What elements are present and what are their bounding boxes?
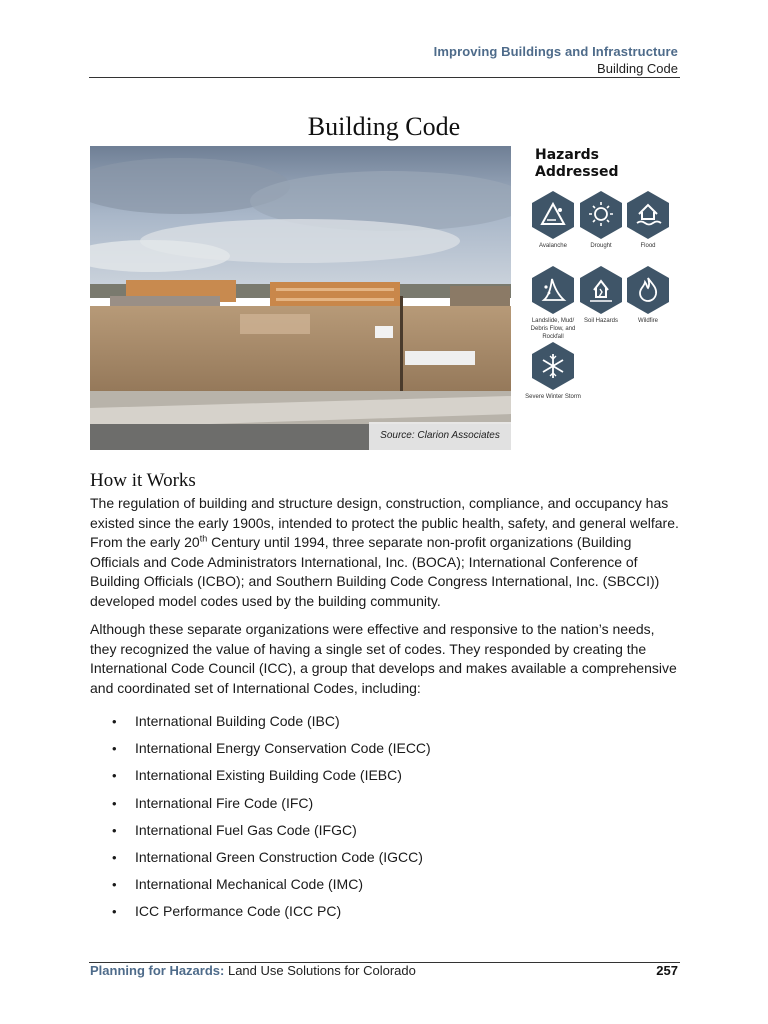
wildfire-icon [625, 265, 671, 315]
avalanche-icon [530, 190, 576, 240]
publication-title-rest: Land Use Solutions for Colorado [224, 963, 416, 978]
list-item [90, 794, 680, 813]
hazard-label: Wildfire [637, 318, 658, 324]
bullet-icon: • [112, 822, 117, 838]
paragraph-history-part-1: The regulation of building and structure design, construction, compliance, and occupancy has existed since the early 1900s, intended to protect the public health, safety, and general welfare. From the early 20 [90, 495, 679, 550]
hazard-label: Severe Winter Storm [525, 394, 581, 400]
bullet-icon: • [112, 849, 117, 865]
list-item [90, 712, 680, 731]
code-list [90, 712, 680, 921]
bullet-icon: • [112, 741, 117, 757]
running-footer [90, 963, 680, 979]
list-item-text: International Building Code (IBC) [135, 713, 340, 729]
flood-icon [625, 190, 671, 240]
list-item [90, 902, 680, 921]
hazard-flood [618, 190, 678, 250]
list-item-text: International Fire Code (IFC) [135, 794, 314, 811]
hazard-label: Flood [640, 243, 656, 249]
list-item [90, 875, 680, 894]
list-item-text: International Energy Conservation Code (IECC) [135, 740, 431, 757]
list-item [90, 848, 680, 867]
bullet-icon: • [112, 904, 117, 920]
photo-illustration [90, 146, 511, 450]
list-item-text: International Mechanical Code (IMC) [135, 876, 363, 893]
bullet-icon: • [112, 714, 117, 729]
page-title: Building Code [307, 112, 461, 141]
bullet-icon: • [112, 768, 117, 784]
hazard-label: Avalanche [539, 243, 567, 249]
landslide-icon [530, 265, 576, 315]
publication-title-bold: Planning for Hazards: [90, 963, 225, 978]
main-content [90, 470, 680, 930]
running-header [434, 44, 678, 76]
hazards-title: Hazards Addressed [535, 147, 619, 180]
hazard-winter-storm [523, 341, 583, 401]
bullet-icon: • [112, 877, 117, 893]
header-subsection-title: Building Code [597, 61, 678, 76]
list-item-text: International Green Construction Code (IGCC) [135, 848, 423, 865]
ordinal-suffix: th [199, 533, 208, 544]
page-number: 257 [656, 963, 678, 978]
header-rule [89, 77, 680, 78]
paragraph-history [90, 494, 680, 611]
photo-source-caption: Source: Clarion Associates [369, 422, 511, 450]
list-item-text: ICC Performance Code (ICC PC) [135, 903, 342, 920]
bullet-icon: • [112, 795, 117, 811]
paragraph-history-part-2: Century until 1994, three separate non-profit organizations (Building Officials and Code Administrators International, Inc. (BOCA); International Conference of Building Officials (ICBO); and Southern Building Code Congress International, Inc. (SBCCI)) developed model codes used by the building community. [90, 534, 660, 609]
hazard-label: Landslide, Mud/ Debris Flow, and Rockfall [530, 318, 576, 340]
list-item-text: International Fuel Gas Code (IFGC) [135, 821, 357, 838]
list-item-text: International Existing Building Code (IEBC) [135, 767, 402, 784]
hazard-label: Soil Hazards [583, 318, 618, 324]
list-item [90, 739, 680, 758]
section-heading: How it Works [90, 470, 196, 491]
list-item [90, 766, 680, 785]
paragraph-icc: Although these separate organizations were effective and responsive to the nation’s needs, they recognized the value of having a single set of codes. They responded by creating the International Code Council (ICC), a group that develops and makes available a comprehensive and coordinated set of International Codes, including: [90, 621, 677, 696]
header-section-title: Improving Buildings and Infrastructure [433, 44, 678, 59]
winter-storm-icon [530, 341, 576, 391]
construction-site-photo [90, 146, 511, 450]
hazard-label: Drought [590, 243, 612, 249]
hazard-wildfire [618, 265, 678, 325]
list-item [90, 821, 680, 840]
